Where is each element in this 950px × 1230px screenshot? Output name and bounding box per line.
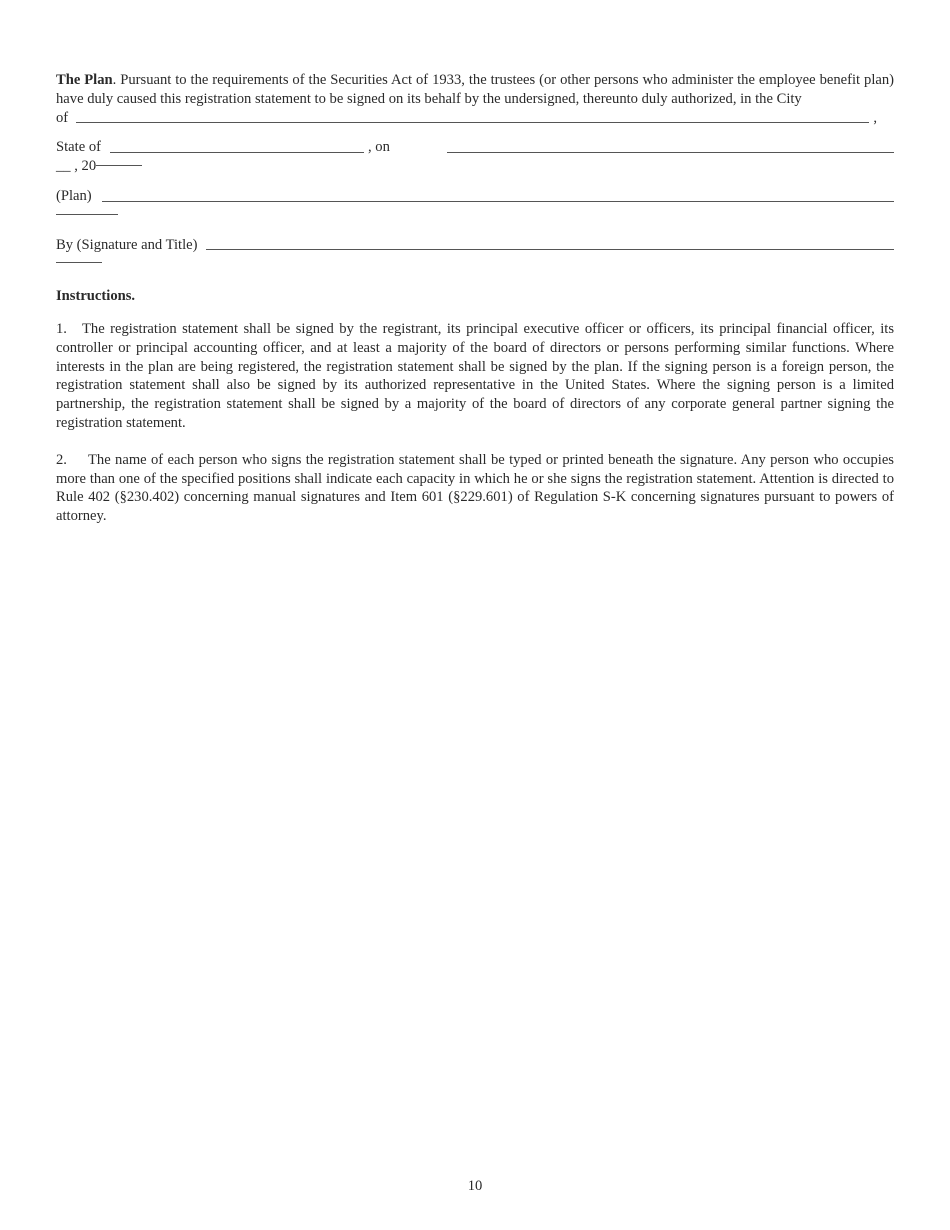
date-blank[interactable] <box>447 152 894 153</box>
instruction-2-text: The name of each person who signs the registration statement shall be typed or printed beneath the signature. Any person who occupies more than one of the specified positions shall indicate each capacity in which he or she signs the registration statement. Attention is directed to Rule 402 (§230.402) concerning manual signatures and Item 601 (§229.601) of Regulation S-K concerning signatures pursuant to powers of attorney. <box>56 451 894 525</box>
intro-heading: The Plan <box>56 72 113 88</box>
by-label: By (Signature and Title) <box>56 236 198 253</box>
plan-label: (Plan) <box>56 187 92 204</box>
document-page <box>56 71 894 526</box>
plan-line <box>56 187 894 206</box>
page-number: 10 <box>467 1178 483 1194</box>
year-line <box>56 157 894 176</box>
intro-paragraph <box>56 71 894 109</box>
plan-line-continuation <box>56 206 894 225</box>
signature-blank[interactable] <box>206 249 894 250</box>
instruction-item-1 <box>56 320 894 433</box>
instruction-item-2 <box>56 451 894 526</box>
signature-blank-continuation[interactable] <box>56 262 102 263</box>
year-blank[interactable] <box>96 165 142 166</box>
state-label: State of <box>56 139 101 156</box>
signature-line <box>56 236 894 255</box>
on-label: , on <box>368 139 390 156</box>
year-prefix: __ , 20 <box>56 158 97 175</box>
signature-line-continuation <box>56 254 894 273</box>
instruction-1-text: The registration statement shall be signed by the registrant, its principal executive officer or officers, its principal financial officer, its controller or principal accounting officer, and at least a majority of the board of directors or persons performing similar functions. Where interests in the plan are being registered, the registration statement shall be signed by the plan. If the signing person is a foreign person, the registration statement shall also be signed by its authorized representative in the United States. Where the signing person is a limited partnership, the registration statement shall be signed by a majority of the board of directors of any corporate general partner signing the registration statement. <box>56 320 894 431</box>
city-line <box>56 109 894 128</box>
plan-blank[interactable] <box>102 201 894 202</box>
intro-text: . Pursuant to the requirements of the Securities Act of 1933, the trustees (or other persons who administer the employee benefit plan) have duly caused this registration statement to be signed on its behalf by the undersigned, thereunto duly authorized, in the City <box>56 72 895 107</box>
state-line <box>56 138 894 157</box>
instructions-heading-text: Instructions. <box>56 288 136 305</box>
state-blank[interactable] <box>110 152 364 153</box>
city-prefix: of <box>56 109 69 126</box>
city-blank[interactable] <box>76 122 869 123</box>
instructions-heading <box>56 287 894 306</box>
city-suffix: , <box>873 109 877 126</box>
plan-blank-continuation[interactable] <box>56 214 118 215</box>
instruction-1-number: 1. <box>56 320 67 337</box>
instruction-2-number: 2. <box>56 451 67 468</box>
